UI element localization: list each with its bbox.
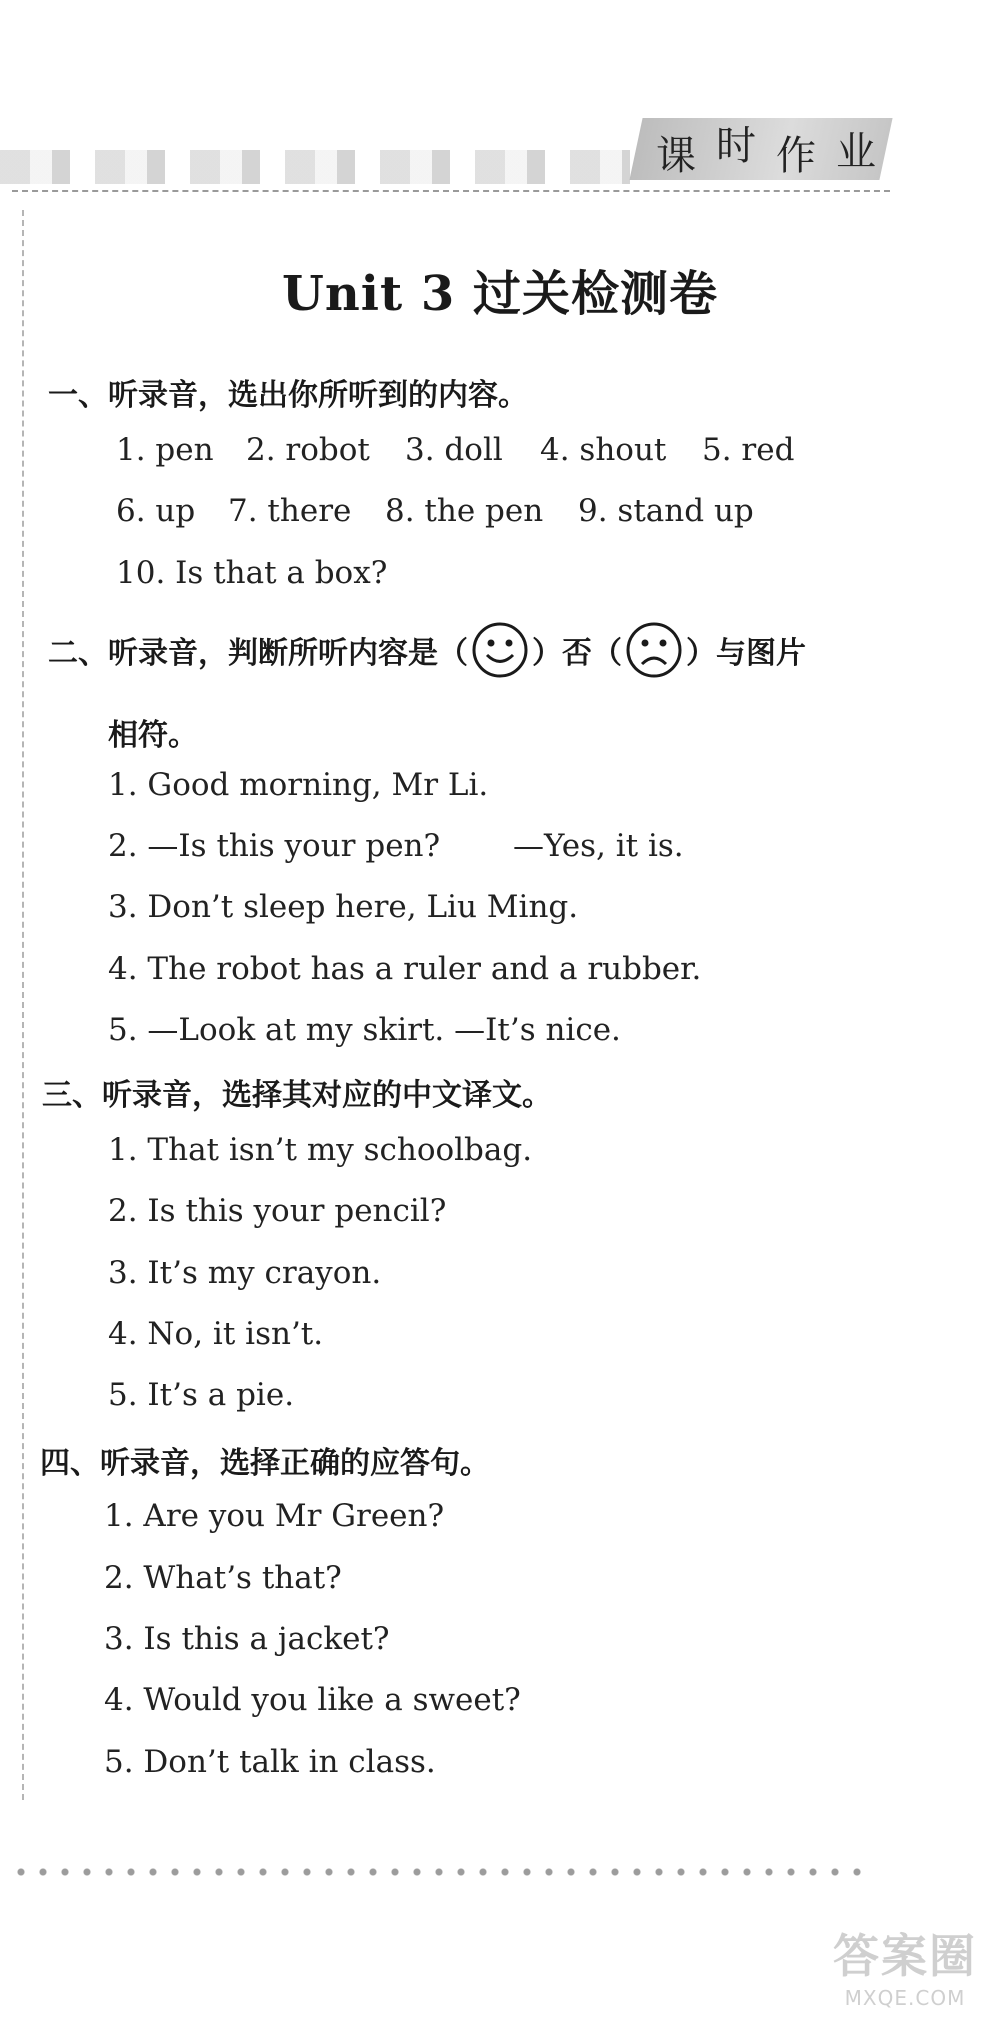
header-char: 时 [716, 122, 756, 169]
watermark-url: MXQE.COM [844, 1986, 966, 2010]
s1-item: 3. doll [405, 432, 503, 468]
s1-item: 5. red [702, 432, 795, 468]
s4-item: 3. Is this a jacket? [104, 1621, 390, 1657]
s3-item: 1. That isn’t my schoolbag. [108, 1132, 533, 1168]
s1-item: 2. robot [246, 432, 370, 468]
section-2-heading-part2: ）否（ [532, 636, 622, 671]
header-label [646, 122, 886, 182]
s2-item: 4. The robot has a ruler and a rubber. [108, 951, 702, 987]
margin-line [22, 210, 24, 1800]
s1-item: 4. shout [540, 432, 667, 468]
page-title: Unit 3 过关检测卷 [282, 266, 718, 322]
footer-dots-decoration [10, 1860, 870, 1884]
s1-item: 6. up [116, 493, 196, 529]
section-2-heading-part1: 二、听录音，判断所听内容是（ [48, 636, 468, 671]
s4-item: 5. Don’t talk in class. [104, 1744, 436, 1780]
header-char: 业 [836, 128, 876, 175]
s2-item: 3. Don’t sleep here, Liu Ming. [108, 889, 579, 925]
sad-face-icon [624, 620, 684, 680]
s3-item: 3. It’s my crayon. [108, 1255, 382, 1291]
s2-item: 2. —Is this your pen? [108, 828, 441, 864]
header-char: 课 [656, 132, 696, 179]
smiley-face-icon [470, 620, 530, 680]
s3-item: 5. It’s a pie. [108, 1377, 295, 1413]
section-2-heading-line2: 相符。 [108, 718, 198, 753]
s3-item: 4. No, it isn’t. [108, 1316, 324, 1352]
s2-item: 1. Good morning, Mr Li. [108, 767, 489, 803]
s3-item: 2. Is this your pencil? [108, 1193, 447, 1229]
section-1-heading: 一、听录音，选出你所听到的内容。 [48, 378, 528, 413]
s2-item-reply: —Yes, it is. [513, 828, 684, 864]
watermark [820, 1920, 990, 2020]
section-2-heading-part3: ）与图片 [686, 636, 806, 671]
watermark-title: 答案圈 [833, 1929, 977, 1983]
section-3-heading: 三、听录音，选择其对应的中文译文。 [42, 1078, 552, 1113]
s4-item: 2. What’s that? [104, 1560, 342, 1596]
s4-item: 4. Would you like a sweet? [104, 1682, 521, 1718]
section-4-heading: 四、听录音，选择正确的应答句。 [40, 1446, 490, 1481]
header-divider [12, 190, 890, 192]
s1-item: 7. there [228, 493, 352, 529]
section-2-heading [48, 620, 806, 680]
s1-item: 1. pen [116, 432, 214, 468]
s1-item: 10. Is that a box? [116, 555, 388, 591]
header-decoration-band [0, 150, 630, 184]
s4-item: 1. Are you Mr Green? [104, 1498, 445, 1534]
s1-item: 9. stand up [578, 493, 754, 529]
s1-item: 8. the pen [385, 493, 544, 529]
s2-item: 5. —Look at my skirt. —It’s nice. [108, 1012, 621, 1048]
header-char: 作 [776, 132, 816, 179]
